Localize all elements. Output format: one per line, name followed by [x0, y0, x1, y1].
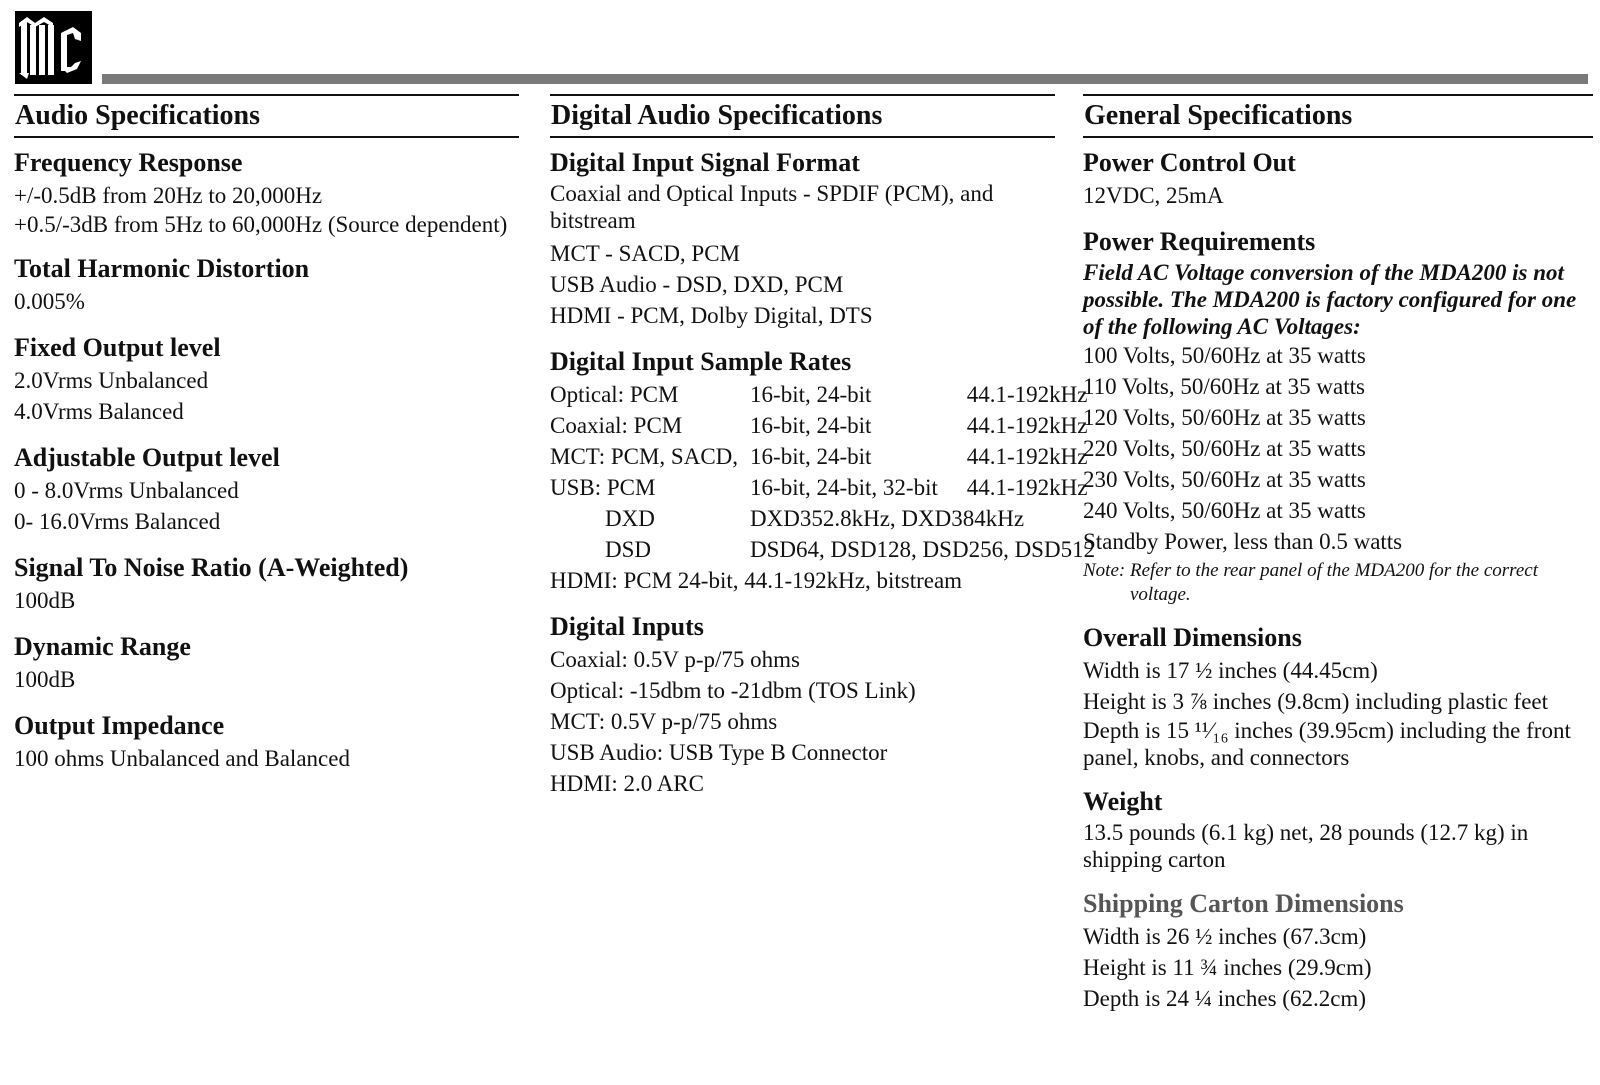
- audio-specifications-column: [14, 94, 519, 788]
- spec-line: USB Audio - DSD, DXD, PCM: [550, 272, 844, 297]
- column-heading: Digital Audio Specifications: [550, 94, 1055, 138]
- spec-line: Coaxial: 0.5V p-p/75 ohms: [550, 647, 801, 672]
- digital-audio-specifications-column: [550, 94, 1096, 813]
- table-cell: 44.1-192kHz: [966, 413, 1088, 438]
- spec-line: HDMI: 2.0 ARC: [550, 771, 704, 796]
- spec-line: 0 - 8.0Vrms Unbalanced: [14, 478, 239, 503]
- spec-line: MCT: 0.5V p-p/75 ohms: [550, 709, 778, 734]
- spec-line: USB Audio: USB Type B Connector: [550, 740, 888, 765]
- spec-line: +/-0.5dB from 20Hz to 20,000Hz: [14, 183, 323, 208]
- spec-title: Signal To Noise Ratio (A-Weighted): [14, 553, 409, 582]
- table-row: [550, 441, 1095, 472]
- spec-section: [550, 610, 1055, 799]
- spec-line: 0.005%: [14, 289, 85, 314]
- spec-title: Digital Inputs: [550, 612, 704, 641]
- spec-title: Overall Dimensions: [1083, 623, 1302, 652]
- table-cell: 16-bit, 24-bit: [750, 413, 872, 438]
- spec-section: [1083, 785, 1593, 873]
- voltage-warning: Field AC Voltage conversion of the MDA200 is not possible. The MDA200 is factory configured for one of the following AC Voltages:: [1083, 260, 1577, 339]
- table-cell: DXD: [605, 506, 655, 531]
- spec-line: HDMI - PCM, Dolby Digital, DTS: [550, 303, 873, 328]
- table-cell: 16-bit, 24-bit: [750, 444, 872, 469]
- spec-line: 4.0Vrms Balanced: [14, 399, 184, 424]
- table-cell: DSD: [605, 537, 652, 562]
- header-rule-bar: [102, 74, 1588, 84]
- spec-section: [550, 345, 1096, 596]
- spec-section: [1083, 225, 1593, 607]
- spec-title: Total Harmonic Distortion: [14, 254, 310, 283]
- table-cell: Coaxial: PCM: [550, 413, 683, 438]
- spec-title: Output Impedance: [14, 711, 225, 740]
- spec-line: 100dB: [14, 667, 76, 692]
- spec-line: 240 Volts, 50/60Hz at 35 watts: [1083, 498, 1366, 523]
- spec-title: Frequency Response: [14, 148, 243, 177]
- spec-section: [14, 146, 519, 238]
- spec-section: [14, 441, 519, 537]
- spec-title: Adjustable Output level: [14, 443, 280, 472]
- spec-section: [1083, 146, 1593, 211]
- spec-section: [14, 709, 519, 774]
- table-cell: 44.1-192kHz: [966, 475, 1088, 500]
- spec-section: [1083, 887, 1593, 1014]
- spec-line: 230 Volts, 50/60Hz at 35 watts: [1083, 467, 1366, 492]
- spec-title: Fixed Output level: [14, 333, 221, 362]
- table-row: [550, 503, 1095, 534]
- spec-line: Depth is 15 ¹¹⁄₁₆ inches (39.95cm) including the front panel, knobs, and connectors: [1083, 718, 1571, 770]
- spec-section: [14, 630, 519, 695]
- spec-title: Dynamic Range: [14, 632, 191, 661]
- table-row: [550, 534, 1095, 565]
- spec-title: Digital Input Sample Rates: [550, 347, 852, 376]
- spec-section: [14, 331, 519, 427]
- spec-line: +0.5/-3dB from 5Hz to 60,000Hz (Source dependent): [14, 212, 508, 237]
- table-row: [550, 410, 1095, 441]
- spec-line: HDMI: PCM 24-bit, 44.1-192kHz, bitstream: [550, 568, 963, 593]
- voltage-note: Note: Refer to the rear panel of the MDA200 for the correct voltage.: [1083, 560, 1539, 605]
- table-cell: 16-bit, 24-bit: [750, 382, 872, 407]
- sample-rate-table: [550, 379, 1095, 565]
- table-cell: 16-bit, 24-bit, 32-bit: [750, 475, 938, 500]
- table-row: [550, 379, 1095, 410]
- spec-line: 100dB: [14, 588, 76, 613]
- spec-line: Width is 26 ½ inches (67.3cm): [1083, 924, 1367, 949]
- table-cell: DXD352.8kHz, DXD384kHz: [750, 506, 1025, 531]
- spec-line: Optical: -15dbm to -21dbm (TOS Link): [550, 678, 916, 703]
- spec-section: [550, 146, 1055, 331]
- column-heading: Audio Specifications: [14, 94, 519, 138]
- spec-line: 100 Volts, 50/60Hz at 35 watts: [1083, 343, 1366, 368]
- spec-section: [14, 551, 519, 616]
- spec-title: Shipping Carton Dimensions: [1083, 889, 1404, 918]
- general-specifications-column: [1083, 94, 1593, 1028]
- spec-line: Height is 3 ⅞ inches (9.8cm) including plastic feet: [1083, 689, 1548, 714]
- mcintosh-logo: [15, 11, 92, 84]
- spec-line: Standby Power, less than 0.5 watts: [1083, 529, 1403, 554]
- spec-line: Coaxial and Optical Inputs - SPDIF (PCM), and bitstream: [550, 181, 994, 233]
- spec-line: 0- 16.0Vrms Balanced: [14, 509, 221, 534]
- table-cell: 44.1-192kHz: [966, 444, 1088, 469]
- table-cell: Optical: PCM: [550, 382, 679, 407]
- spec-title: Power Control Out: [1083, 148, 1296, 177]
- table-cell: DSD64, DSD128, DSD256, DSD512: [750, 537, 1096, 562]
- spec-line: Depth is 24 ¼ inches (62.2cm): [1083, 986, 1366, 1011]
- spec-line: MCT - SACD, PCM: [550, 241, 741, 266]
- table-cell: 44.1-192kHz: [966, 382, 1088, 407]
- spec-line: 2.0Vrms Unbalanced: [14, 368, 209, 393]
- spec-line: 220 Volts, 50/60Hz at 35 watts: [1083, 436, 1366, 461]
- spec-section: [1083, 621, 1593, 771]
- spec-line: 13.5 pounds (6.1 kg) net, 28 pounds (12.7 kg) in shipping carton: [1083, 820, 1529, 872]
- table-cell: USB: PCM: [550, 475, 656, 500]
- spec-line: 100 ohms Unbalanced and Balanced: [14, 746, 350, 771]
- spec-title: Digital Input Signal Format: [550, 148, 860, 177]
- spec-title: Power Requirements: [1083, 227, 1316, 256]
- spec-line: 12VDC, 25mA: [1083, 183, 1224, 208]
- spec-line: Height is 11 ¾ inches (29.9cm): [1083, 955, 1372, 980]
- spec-line: 120 Volts, 50/60Hz at 35 watts: [1083, 405, 1366, 430]
- table-row: [550, 472, 1095, 503]
- table-cell: MCT: PCM, SACD,: [550, 444, 739, 469]
- spec-section: [14, 252, 519, 317]
- spec-line: Width is 17 ½ inches (44.45cm): [1083, 658, 1378, 683]
- column-heading: General Specifications: [1083, 94, 1593, 138]
- spec-line: 110 Volts, 50/60Hz at 35 watts: [1083, 374, 1365, 399]
- spec-title: Weight: [1083, 787, 1163, 816]
